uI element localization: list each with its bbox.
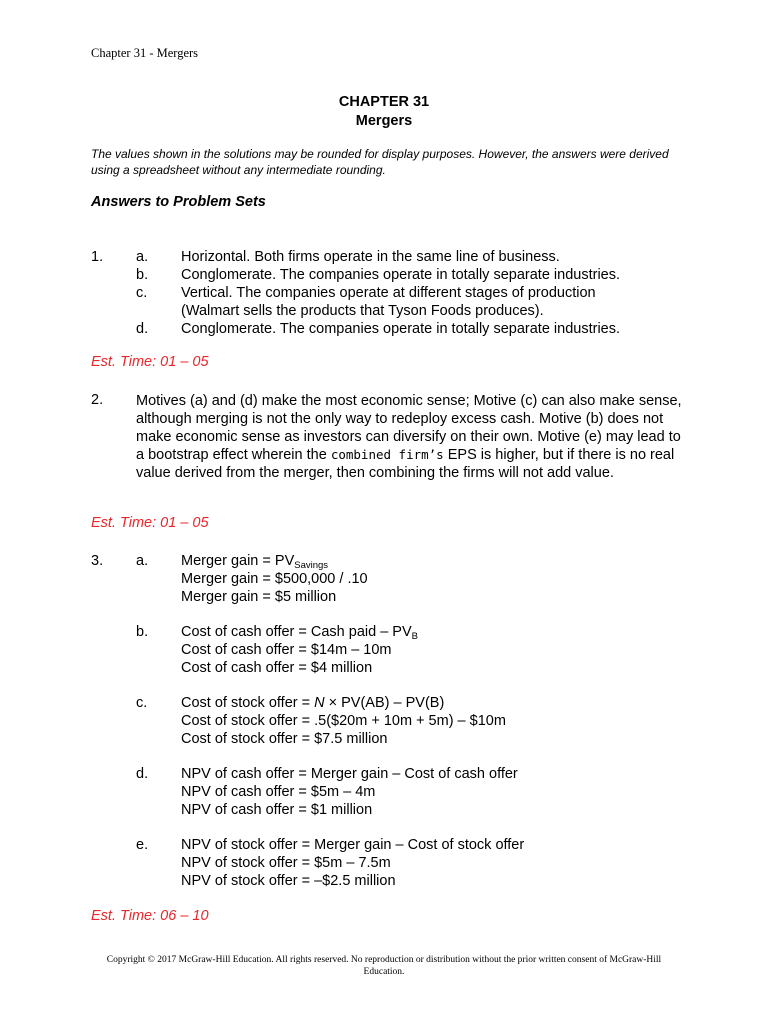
equation-line: NPV of stock offer = –$2.5 million: [181, 873, 396, 889]
equation-line: Cost of cash offer = $14m – 10m: [181, 642, 392, 658]
item-text: Conglomerate. The companies operate in totally separate industries.: [181, 321, 621, 337]
equation-line: Cost of stock offer = N × PV(AB) – PV(B): [181, 695, 445, 711]
est-time: Est. Time: 06 – 10: [91, 908, 209, 924]
item-letter: a.: [136, 553, 149, 569]
problem-text: [136, 392, 684, 482]
intro-note: The values shown in the solutions may be rounded for display purposes. However, the answers were derived using a spreadsheet without any intermediate rounding.: [91, 147, 669, 177]
problem-number: 2.: [91, 392, 104, 408]
item-text: Conglomerate. The companies operate in totally separate industries.: [181, 267, 621, 283]
section-title: Answers to Problem Sets: [91, 194, 266, 210]
equation-line: Merger gain = $500,000 / .10: [181, 571, 368, 587]
item-letter: d.: [136, 766, 149, 782]
est-time: Est. Time: 01 – 05: [91, 515, 209, 531]
item-letter: e.: [136, 837, 149, 853]
equation-line: Cost of cash offer = Cash paid – $PV_B$: [181, 624, 418, 642]
equation-line: Merger gain = $PV_{Savings}$: [181, 553, 329, 571]
item-letter: c.: [136, 695, 148, 711]
chapter-title: Mergers: [355, 113, 413, 129]
chapter-number: CHAPTER 31: [338, 94, 430, 110]
item-letter: b.: [136, 267, 149, 283]
equation-line: NPV of cash offer = $5m – 4m: [181, 784, 376, 800]
item-text: Horizontal. Both firms operate in the same line of business.: [181, 249, 560, 265]
equation-line: Cost of stock offer = .5($20m + 10m + 5m) – $10m: [181, 713, 506, 729]
equation-line: NPV of cash offer = Merger gain – Cost of cash offer: [181, 766, 518, 782]
est-time: Est. Time: 01 – 05: [91, 354, 209, 370]
item-letter: c.: [136, 285, 148, 301]
text-segment-mono: combined firm’s: [330, 447, 444, 462]
equation-line: Merger gain = $5 million: [181, 589, 337, 605]
problem-number: 3.: [91, 553, 104, 569]
running-header: Chapter 31 - Mergers: [91, 46, 199, 60]
equation-line: Cost of cash offer = $4 million: [181, 660, 373, 676]
item-letter: d.: [136, 321, 149, 337]
item-letter: a.: [136, 249, 149, 265]
equation-line: NPV of cash offer = $1 million: [181, 802, 373, 818]
text-segment: Motives (a) and (d) make the most economic sense; Motive (c) can also make sense, although merging is not the only way to redeploy excess cash. Motive (b) does not make economic sense as investors can diversify on their own. Motive (e) may lead to a bootstrap effect wherein the: [136, 393, 682, 463]
item-text: (Walmart sells the products that Tyson Foods produces).: [181, 303, 544, 319]
item-text: Vertical. The companies operate at different stages of production: [181, 285, 596, 301]
problem-number: 1.: [91, 249, 104, 265]
equation-line: NPV of stock offer = Merger gain – Cost of stock offer: [181, 837, 525, 853]
equation-line: Cost of stock offer = $7.5 million: [181, 731, 388, 747]
text-segment: EPS is higher, but if there is no real value derived from the merger, then combining the firms will not add value.: [136, 447, 675, 481]
copyright-footer: Copyright © 2017 McGraw-Hill Education. All rights reserved. No reproduction or distribution without the prior written consent of McGraw-Hill Education.: [106, 955, 662, 977]
equation-line: NPV of stock offer = $5m – 7.5m: [181, 855, 391, 871]
item-letter: b.: [136, 624, 149, 640]
